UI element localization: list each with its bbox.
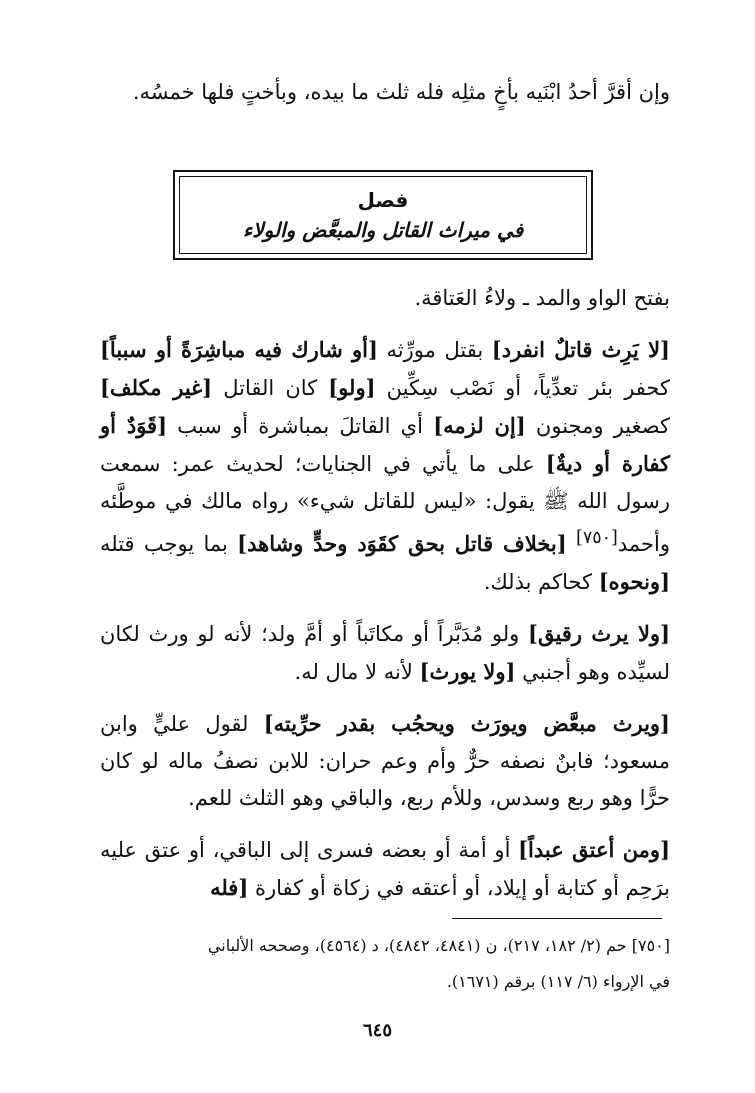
matn-text: [ولو] (328, 375, 376, 400)
paragraph-manumission (100, 831, 670, 907)
main-text (100, 280, 670, 907)
sharh-text: بما يوجب قتله (100, 532, 238, 556)
matn-text: [غير مكلف] (100, 375, 213, 400)
matn-text: [ونحوه] (598, 569, 670, 594)
footnote-line: في الإرواء (٦/ ١١٧) برقم (١٦٧١). (446, 972, 670, 991)
sharh-text: كان القاتل (212, 376, 329, 400)
footnote-separator (452, 918, 662, 919)
matn-text: [إن لزمه] (433, 413, 526, 438)
matn-text: [لا يَرِث قاتلٌ انفرد] (491, 337, 670, 362)
page-number: ٦٤٥ (362, 1020, 392, 1041)
section-title: فصل (357, 188, 409, 212)
matn-text: [قَوَدٌ أو كفارة أو ديةٌ] (100, 413, 670, 476)
section-heading-box (173, 170, 593, 260)
sharh-text: كحفر بئر تعدِّياً، أو نَصْب سِكِّين (375, 376, 670, 400)
sharh-text: على ما يأتي في الجنايات؛ لحديث عمر: سمعت رسول الله ﷺ يقول: «ليس للقاتل شيء» رواه مالك في موطَّئه وأحمد (100, 452, 670, 556)
matn-text: [ولا يورث] (419, 659, 516, 684)
sharh-text: كصغير ومجنون (525, 414, 670, 438)
top-paragraph (100, 74, 670, 111)
sharh-text: لقول عليٍّ وابن مسعود؛ فابنٌ نصفه حرٌّ وأم وعم حران: للابن نصفُ ماله لو كان حرًّا وهو ربع وسدس، وللأم ربع، والباقي وهو الثلث للعم. (100, 712, 670, 810)
sharh-text (567, 532, 576, 556)
sharh-text: أو أمة أو بعضه فسرى إلى الباقي، أو عتق عليه برَحِم أو كتابة أو إيلاد، أو أعتقه في زكاة أو كفارة (100, 838, 670, 900)
matn-text: [فله (210, 875, 249, 900)
matn-text: [أو شارك فيه مباشِرَةً أو سبباً] (100, 337, 378, 362)
section-heading-inner (179, 176, 587, 254)
sharh-text: أي القاتلَ بمباشرة أو سبب (167, 414, 434, 438)
section-subtitle: في ميراث القاتل والمبعَّض والولاء (242, 218, 524, 242)
matn-text: [ويرث مبعَّض ويورَث ويحجُب بقدر حرِّيته] (263, 711, 670, 736)
paragraph-slave-inheritance (100, 615, 670, 691)
sharh-text: بقتل مورِّثه (377, 338, 492, 362)
matn-text: [ومن أعتق عبداً] (518, 837, 671, 862)
sharh-text: كحاكم بذلك. (483, 570, 599, 594)
footnote-marker: [٧٥٠] (576, 528, 618, 548)
paragraph-partial-slave (100, 705, 670, 817)
matn-text: [ولا يرث رقيق] (528, 621, 671, 646)
intro-paragraph: بفتح الواو والمد ـ ولاءُ العَتاقة. (414, 286, 670, 310)
footnote (100, 928, 670, 1000)
sharh-text: ولو مُدَبَّراً أو مكاتَباً أو أمَّ ولد؛ لأنه لو ورث لكان لسيِّده وهو أجنبي (100, 622, 670, 684)
top-paragraph-text: وإن أقرَّ أحدُ ابْنَيه بأخٍ مثلِه فله ثلث ما بيده، وبأختٍ فلها خمسُه. (132, 80, 670, 104)
footnote-line: [٧٥٠] حم (٢/ ١٨٢، ٢١٧)، ن (٤٨٤١، ٤٨٤٢)، د (٤٥٦٤)، وصححه الألباني (207, 936, 670, 955)
matn-text: [بخلاف قاتل بحق كقَوَد وحدٍّ وشاهد] (237, 531, 567, 556)
sharh-text: لأنه لا مال له. (294, 660, 420, 684)
paragraph-killer-inheritance (100, 331, 670, 601)
